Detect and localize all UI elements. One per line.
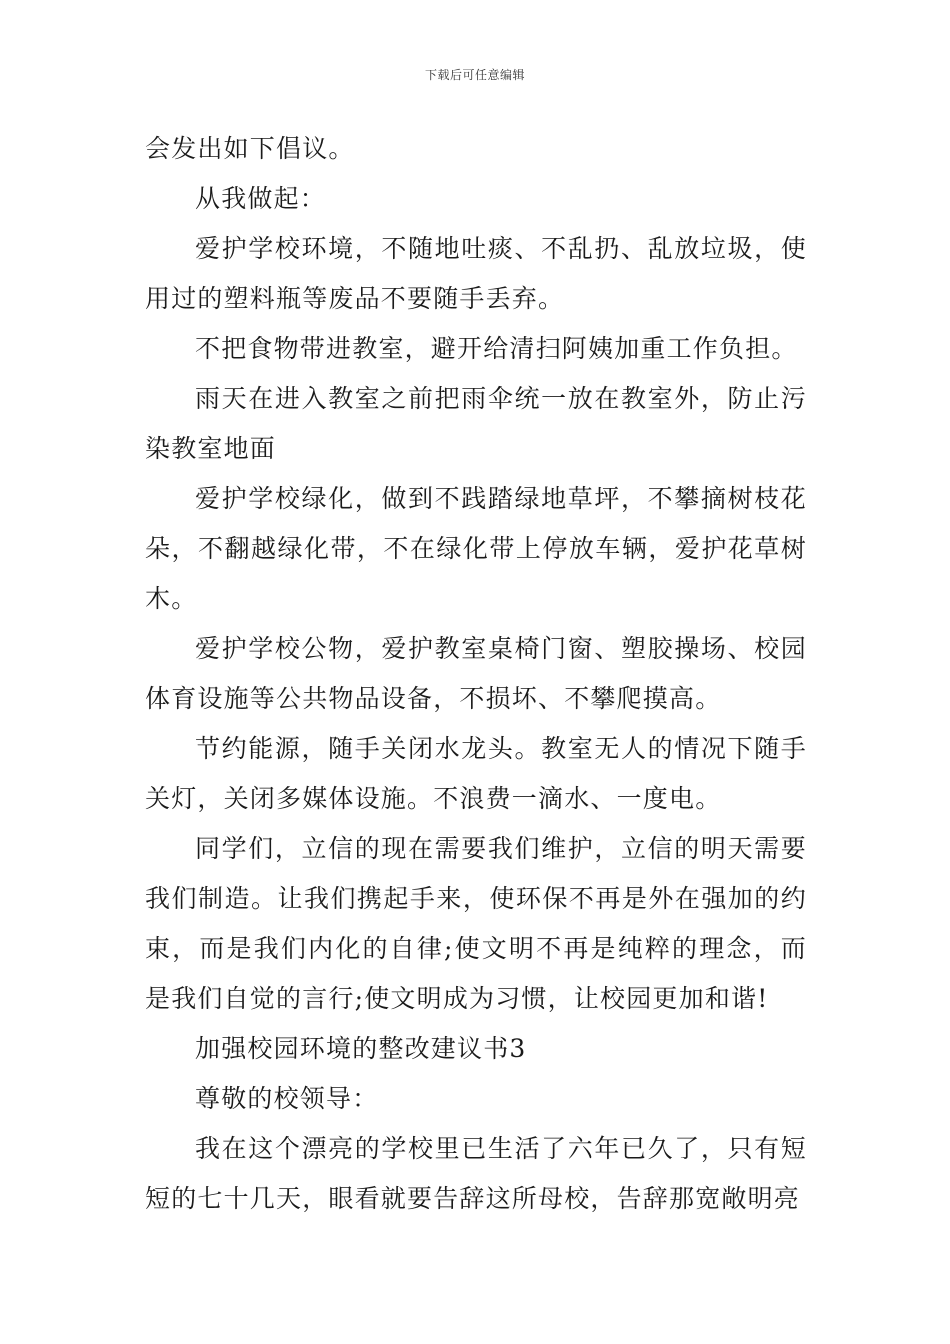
paragraph-12: 我在这个漂亮的学校里已生活了六年已久了，只有短短的七十几天，眼看就要告辞这所母校，告辞那宽敞明亮 — [145, 1134, 807, 1213]
page-header: 下载后可任意编辑 — [424, 68, 525, 82]
paragraph-5: 雨天在进入教室之前把雨伞统一放在教室外，防止污染教室地面 — [145, 384, 807, 463]
paragraph-2: 从我做起： — [195, 184, 327, 213]
paragraph-4: 不把食物带进教室，避开给清扫阿姨加重工作负担。 — [195, 334, 798, 363]
paragraph-8: 节约能源，随手关闭水龙头。教室无人的情况下随手关灯，关闭多媒体设施。不浪费一滴水、一度电。 — [145, 734, 807, 813]
paragraph-9: 同学们，立信的现在需要我们维护，立信的明天需要我们制造。让我们携起手来，使环保不再是外在强加的约束，而是我们内化的自律;使文明不再是纯粹的理念，而是我们自觉的言行;使文明成为习惯，让校园更加和谐! — [145, 834, 807, 1013]
document-body — [145, 124, 807, 1224]
section-title: 加强校园环境的整改建议书3 — [195, 1034, 527, 1063]
paragraph-3: 爱护学校环境，不随地吐痰、不乱扔、乱放垃圾，使用过的塑料瓶等废品不要随手丢弃。 — [145, 234, 807, 313]
salutation: 尊敬的校领导： — [195, 1084, 379, 1113]
paragraph-6: 爱护学校绿化，做到不践踏绿地草坪，不攀摘树枝花朵，不翻越绿化带，不在绿化带上停放车辆，爱护花草树木。 — [145, 484, 807, 613]
paragraph-7: 爱护学校公物，爱护教室桌椅门窗、塑胶操场、校园体育设施等公共物品设备，不损坏、不攀爬摸高。 — [145, 634, 807, 713]
paragraph-1: 会发出如下倡议。 — [145, 134, 355, 163]
